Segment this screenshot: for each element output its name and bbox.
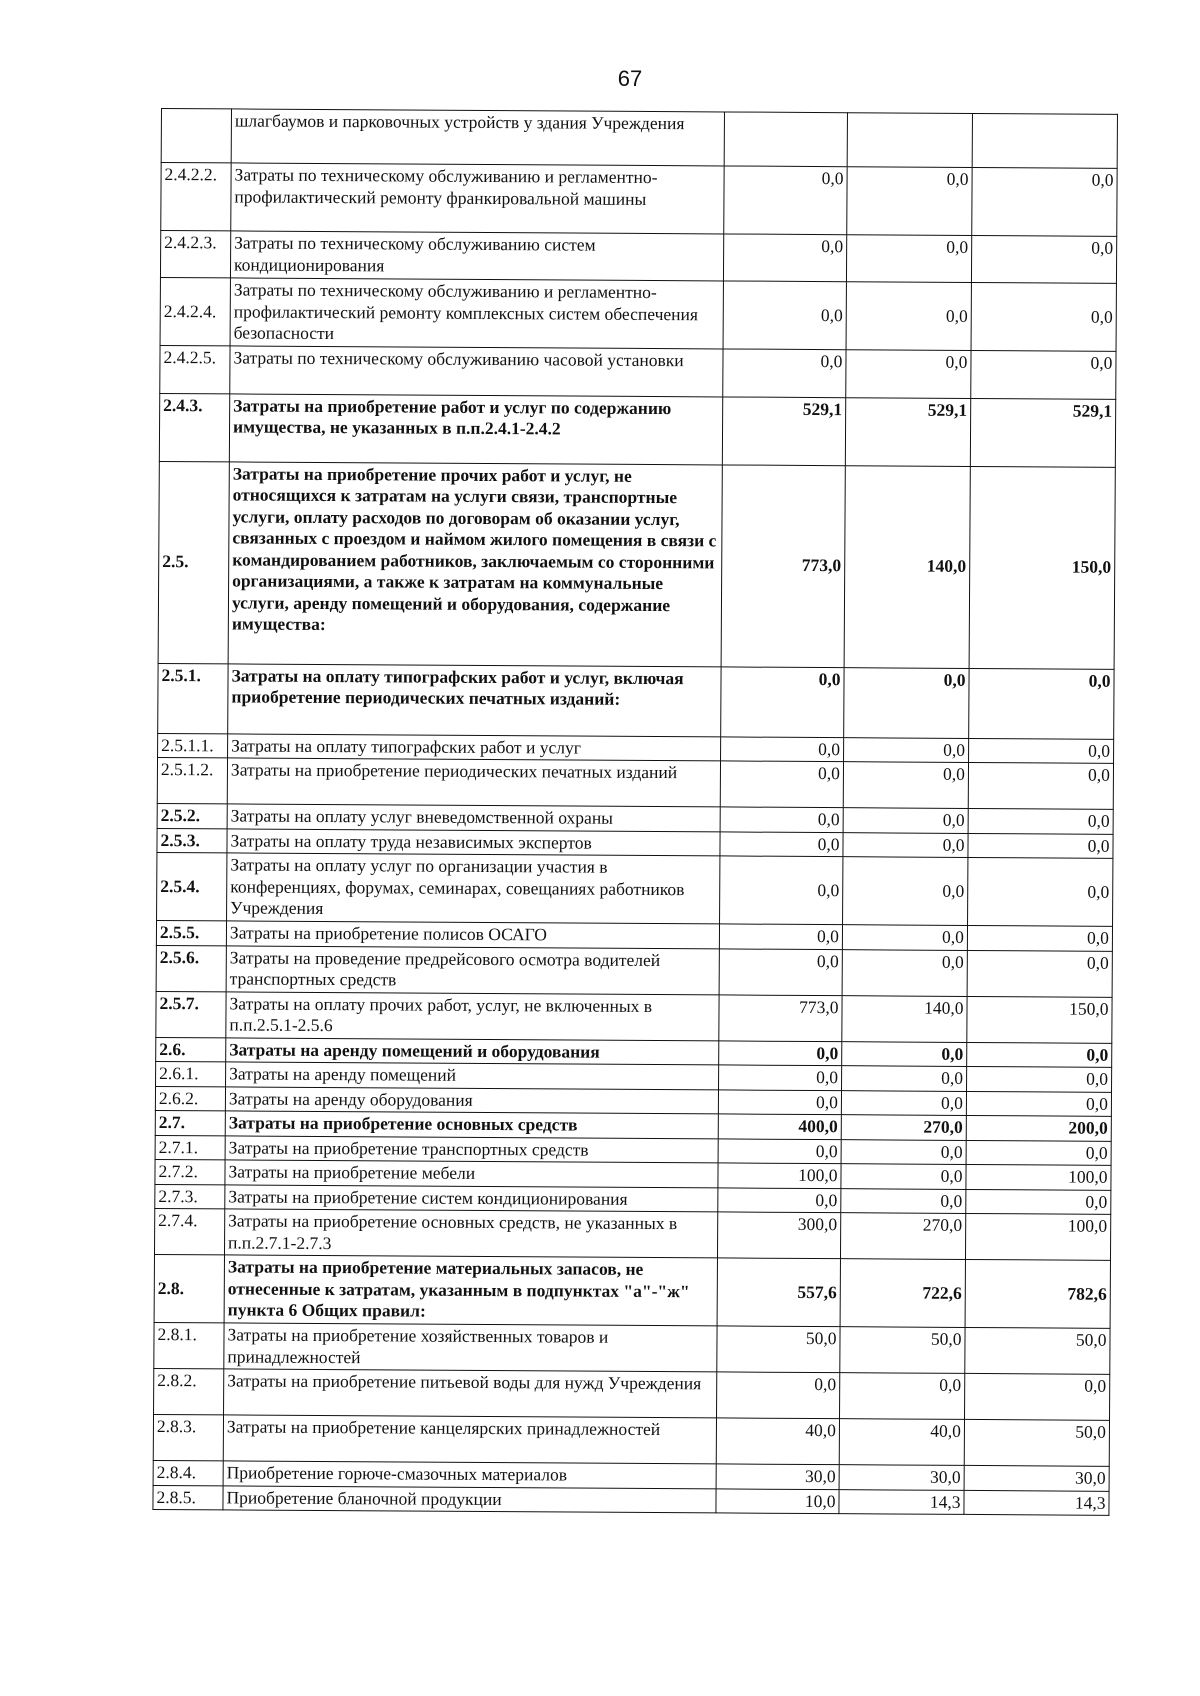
row-name-cell: Затраты на приобретение периодических печатных изданий	[227, 758, 720, 807]
row-value-2-cell: 140,0	[844, 465, 970, 668]
row-value-3-cell: 0,0	[968, 762, 1113, 809]
row-value-1-cell: 0,0	[719, 948, 842, 995]
cost-table	[152, 108, 1118, 1516]
row-code-cell: 2.5.2.	[157, 803, 227, 828]
row-name-cell: Затраты на приобретение транспортных средств	[225, 1135, 718, 1163]
table-row	[160, 231, 1116, 284]
row-code-cell: 2.8.	[154, 1254, 224, 1322]
row-value-3-cell: 50,0	[964, 1419, 1109, 1466]
row-value-3-cell: 0,0	[972, 167, 1117, 236]
row-code-cell: 2.4.2.2.	[161, 163, 231, 231]
row-value-3-cell: 0,0	[966, 1091, 1111, 1116]
table-row	[154, 1322, 1110, 1374]
row-name-cell: Затраты по техническому обслуживанию и регламентно-профилактический ремонту комплексных систем обеспечения безопасности	[230, 278, 723, 349]
table-row	[158, 663, 1114, 739]
row-code-cell: 2.5.1.2.	[157, 757, 227, 803]
row-value-2-cell: 0,0	[843, 808, 968, 833]
row-value-1-cell: 0,0	[723, 234, 846, 282]
table-row	[156, 945, 1112, 997]
row-code-cell: 2.7.2.	[155, 1159, 225, 1184]
row-code-cell: 2.5.5.	[156, 920, 226, 945]
table-row	[153, 1414, 1109, 1466]
row-value-3-cell: 0,0	[967, 950, 1112, 997]
row-code-cell: 2.4.2.5.	[160, 345, 230, 393]
row-value-1-cell: 557,6	[717, 1258, 840, 1327]
table-row	[154, 1208, 1110, 1260]
row-name-cell: Затраты по техническому обслуживанию и регламентно-профилактический ремонту франкировальной машины	[231, 163, 724, 234]
row-value-3-cell: 0,0	[971, 350, 1116, 399]
row-value-1-cell: 40,0	[716, 1418, 839, 1465]
row-value-3-cell: 0,0	[967, 1042, 1112, 1067]
row-value-2-cell: 30,0	[839, 1465, 964, 1490]
row-value-1-cell	[724, 112, 847, 167]
row-value-2-cell	[847, 113, 972, 168]
row-value-2-cell: 0,0	[846, 349, 971, 398]
table-row	[160, 277, 1116, 350]
row-name-cell: Затраты по техническому обслуживанию систем кондиционирования	[230, 231, 723, 281]
row-code-cell: 2.5.	[158, 461, 229, 663]
row-value-3-cell: 200,0	[966, 1115, 1111, 1140]
row-value-1-cell: 400,0	[718, 1114, 841, 1139]
row-value-3-cell: 100,0	[966, 1164, 1111, 1189]
row-value-3-cell: 150,0	[969, 466, 1115, 669]
row-value-3-cell: 100,0	[965, 1213, 1110, 1260]
row-value-2-cell: 0,0	[844, 737, 969, 762]
row-value-3-cell: 50,0	[965, 1327, 1110, 1374]
row-value-3-cell: 14,3	[964, 1490, 1109, 1515]
row-name-cell: Затраты на приобретение материальных запасов, не отнесенные к затратам, указанным в подпунктах "а"-"ж" пункта 6 Общих правил:	[224, 1255, 717, 1326]
row-value-2-cell: 50,0	[840, 1327, 965, 1374]
row-name-cell: Затраты на приобретение работ и услуг по содержанию имущества, не указанных в п.п.2.4.1-2.4.2	[229, 393, 722, 464]
row-value-3-cell	[972, 113, 1117, 168]
row-name-cell: Затраты на приобретение хозяйственных товаров и принадлежностей	[224, 1323, 717, 1372]
row-value-2-cell: 0,0	[847, 167, 972, 236]
row-code-cell: 2.4.2.4.	[160, 277, 230, 345]
row-value-1-cell: 0,0	[718, 1187, 841, 1212]
row-value-3-cell: 529,1	[970, 398, 1115, 467]
row-value-3-cell: 0,0	[966, 1140, 1111, 1165]
row-value-1-cell: 0,0	[718, 1089, 841, 1114]
table-row	[157, 852, 1113, 926]
row-value-1-cell: 0,0	[723, 348, 846, 397]
row-code-cell: 2.5.1.	[158, 663, 228, 733]
row-value-3-cell: 0,0	[971, 235, 1116, 283]
row-value-1-cell: 0,0	[720, 807, 843, 832]
row-value-1-cell: 0,0	[718, 1138, 841, 1163]
row-name-cell: Затраты на оплату типографских работ и услуг	[228, 733, 721, 761]
row-value-3-cell: 0,0	[966, 1189, 1111, 1214]
row-value-1-cell: 773,0	[719, 994, 842, 1041]
row-value-2-cell: 0,0	[841, 1139, 966, 1164]
row-name-cell: Затраты на приобретение основных средств, не указанных в п.п.2.7.1-2.7.3	[224, 1209, 717, 1258]
row-name-cell: Приобретение горюче-смазочных материалов	[223, 1461, 716, 1489]
row-value-2-cell: 0,0	[841, 1090, 966, 1115]
row-name-cell: Затраты на аренду помещений и оборудования	[226, 1037, 719, 1065]
row-value-1-cell: 0,0	[719, 1040, 842, 1065]
row-value-3-cell: 782,6	[965, 1259, 1110, 1328]
table-row	[160, 345, 1116, 399]
row-code-cell: 2.5.7.	[156, 991, 226, 1037]
row-code-cell: 2.8.3.	[153, 1414, 223, 1460]
row-value-2-cell: 270,0	[841, 1115, 966, 1140]
row-value-3-cell: 0,0	[965, 1373, 1110, 1420]
row-value-3-cell: 0,0	[969, 738, 1114, 763]
row-value-3-cell: 0,0	[969, 668, 1114, 739]
row-value-1-cell: 30,0	[716, 1464, 839, 1489]
row-name-cell: Затраты на оплату прочих работ, услуг, не включенных в п.п.2.5.1-2.5.6	[226, 991, 719, 1040]
row-name-cell: Затраты на оплату услуг по организации участия в конференциях, форумах, семинарах, совещаниях работников Учреждения	[227, 853, 720, 924]
row-value-2-cell: 0,0	[842, 1066, 967, 1091]
row-value-1-cell: 0,0	[723, 281, 846, 349]
row-value-3-cell: 150,0	[967, 996, 1112, 1043]
row-value-1-cell: 10,0	[716, 1488, 839, 1513]
row-value-2-cell: 0,0	[843, 762, 968, 809]
row-value-2-cell: 270,0	[840, 1213, 965, 1260]
row-name-cell: шлагбаумов и парковочных устройств у здания Учреждения	[231, 109, 724, 166]
row-value-2-cell: 0,0	[842, 925, 967, 950]
row-value-3-cell: 0,0	[967, 925, 1112, 950]
row-name-cell: Затраты на аренду оборудования	[225, 1086, 718, 1114]
row-value-1-cell: 529,1	[722, 396, 845, 465]
row-value-1-cell: 0,0	[721, 736, 844, 761]
cost-table-body	[153, 109, 1118, 1516]
row-value-3-cell: 0,0	[968, 808, 1113, 833]
row-value-2-cell: 140,0	[842, 995, 967, 1042]
row-value-2-cell: 529,1	[845, 397, 970, 466]
row-value-2-cell: 0,0	[841, 1164, 966, 1189]
row-code-cell	[161, 109, 231, 163]
row-value-2-cell: 0,0	[846, 282, 971, 350]
row-value-2-cell: 14,3	[839, 1489, 964, 1514]
row-value-2-cell: 722,6	[840, 1259, 965, 1328]
row-code-cell: 2.8.2.	[154, 1368, 224, 1414]
row-name-cell: Затраты на оплату типографских работ и услуг, включая приобретение периодических печатных изданий:	[228, 663, 721, 736]
row-code-cell: 2.4.2.3.	[160, 231, 230, 278]
row-name-cell: Затраты на приобретение систем кондиционирования	[225, 1184, 718, 1212]
table-row	[154, 1368, 1110, 1420]
row-name-cell: Затраты на аренду помещений	[226, 1062, 719, 1090]
table-row	[159, 393, 1115, 467]
row-code-cell: 2.7.	[155, 1110, 225, 1135]
row-name-cell: Затраты по техническому обслуживанию часовой установки	[230, 345, 723, 396]
row-code-cell: 2.6.1.	[156, 1061, 226, 1086]
row-value-1-cell: 0,0	[720, 856, 843, 925]
row-value-2-cell: 0,0	[842, 949, 967, 996]
row-name-cell: Затраты на проведение предрейсового осмотра водителей транспортных средств	[226, 945, 719, 994]
row-value-1-cell: 300,0	[717, 1212, 840, 1259]
row-name-cell: Затраты на приобретение основных средств	[225, 1111, 718, 1139]
table-row	[157, 757, 1113, 809]
table-row	[161, 109, 1117, 169]
row-value-2-cell: 0,0	[842, 1041, 967, 1066]
row-value-1-cell: 0,0	[720, 831, 843, 856]
row-code-cell: 2.5.4.	[157, 852, 227, 920]
row-value-1-cell: 0,0	[721, 666, 844, 737]
row-code-cell: 2.8.4.	[153, 1460, 223, 1485]
row-code-cell: 2.5.3.	[157, 828, 227, 853]
row-value-1-cell: 0,0	[719, 924, 842, 949]
row-name-cell: Затраты на оплату труда независимых экспертов	[227, 828, 720, 856]
row-value-2-cell: 40,0	[839, 1419, 964, 1466]
table-row	[154, 1254, 1110, 1328]
row-code-cell: 2.8.5.	[153, 1485, 223, 1510]
row-value-2-cell: 0,0	[844, 667, 969, 738]
row-value-1-cell: 0,0	[717, 1372, 840, 1419]
row-name-cell: Приобретение бланочной продукции	[223, 1485, 716, 1513]
table-row	[156, 991, 1112, 1043]
row-value-3-cell: 0,0	[968, 833, 1113, 858]
row-name-cell: Затраты на приобретение мебели	[225, 1160, 718, 1188]
row-code-cell: 2.7.4.	[154, 1208, 224, 1254]
row-value-2-cell: 0,0	[843, 832, 968, 857]
row-code-cell: 2.5.1.1.	[158, 733, 228, 758]
row-name-cell: Затраты на приобретение питьевой воды для нужд Учреждения	[224, 1369, 717, 1418]
row-value-1-cell: 0,0	[724, 166, 847, 235]
row-name-cell: Затраты на приобретение прочих работ и услуг, не относящихся к затратам на услуги связи, транспортные услуги, оплату расходов по договорам об оказании услуг, связанных с проездом и наймом жилого помещения в связи с командированием работников, заключаемым со сторонними организациями, а также к затратам на коммунальные услуги, аренду помещений и оборудования, содержание имущества:	[228, 461, 722, 666]
row-code-cell: 2.4.3.	[159, 393, 229, 461]
page-number: 67	[617, 66, 643, 91]
table-row	[161, 163, 1117, 237]
table-row	[158, 461, 1115, 669]
row-value-3-cell: 0,0	[968, 857, 1113, 926]
row-name-cell: Затраты на приобретение полисов ОСАГО	[226, 921, 719, 949]
row-code-cell: 2.6.	[156, 1037, 226, 1062]
row-value-2-cell: 0,0	[841, 1188, 966, 1213]
row-value-2-cell: 0,0	[843, 857, 968, 926]
table-row	[153, 1485, 1109, 1515]
row-value-3-cell: 30,0	[964, 1465, 1109, 1490]
row-value-2-cell: 0,0	[846, 235, 971, 283]
row-value-3-cell: 0,0	[967, 1066, 1112, 1091]
row-code-cell: 2.7.3.	[155, 1184, 225, 1209]
row-value-1-cell: 50,0	[717, 1326, 840, 1373]
row-name-cell: Затраты на приобретение канцелярских принадлежностей	[223, 1415, 716, 1464]
row-code-cell: 2.8.1.	[154, 1322, 224, 1368]
row-value-3-cell: 0,0	[971, 282, 1116, 350]
row-code-cell: 2.6.2.	[155, 1086, 225, 1111]
row-value-1-cell: 0,0	[720, 761, 843, 808]
row-value-1-cell: 100,0	[718, 1163, 841, 1188]
row-value-2-cell: 0,0	[840, 1373, 965, 1420]
row-code-cell: 2.7.1.	[155, 1135, 225, 1160]
row-code-cell: 2.5.6.	[156, 945, 226, 991]
row-value-1-cell: 0,0	[719, 1065, 842, 1090]
row-name-cell: Затраты на оплату услуг вневедомственной охраны	[227, 804, 720, 832]
row-value-1-cell: 773,0	[721, 464, 845, 667]
